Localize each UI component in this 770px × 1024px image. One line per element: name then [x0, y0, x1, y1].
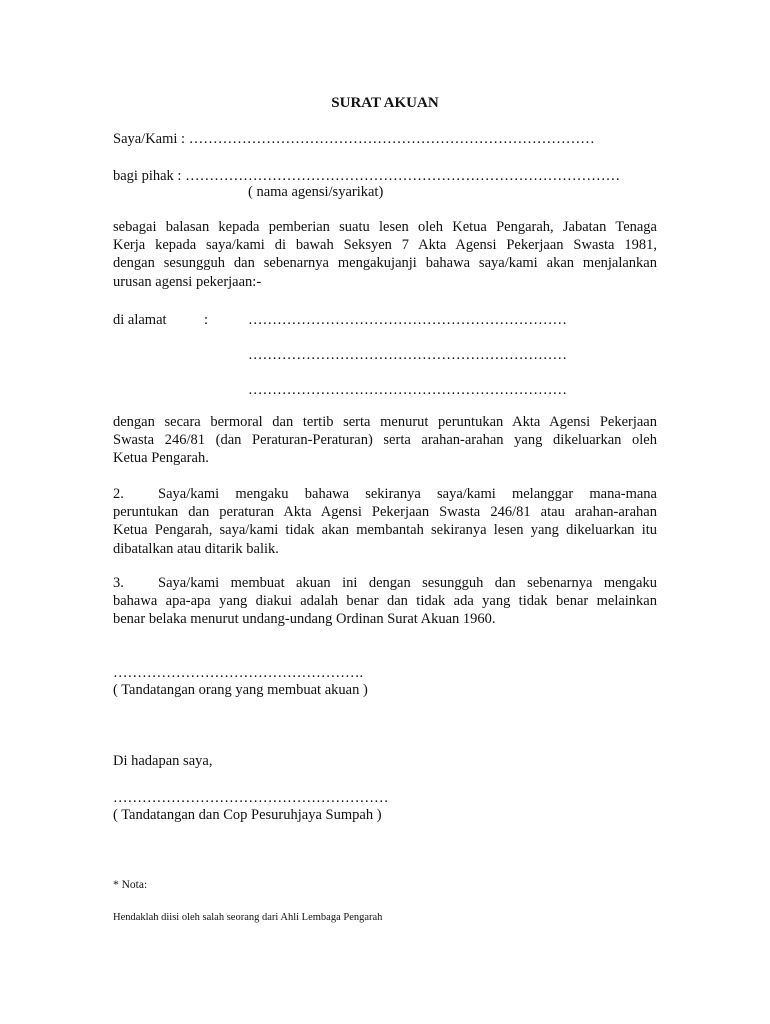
- paragraph-3: [113, 574, 657, 629]
- paragraph-1-line: Swasta 246/81 (dan Peraturan-Peraturan) serta arahan-arahan yang dikeluarkan oleh: [113, 432, 657, 449]
- paragraph-2-number: 2.: [113, 486, 124, 502]
- paragraph-3-first-line: [113, 574, 657, 592]
- paragraph-2-line: peruntukan dan peraturan Akta Agensi Pekerjaan Swasta 246/81 atau arahan-arahan: [113, 504, 657, 521]
- paragraph-3-number: 3.: [113, 575, 124, 591]
- intro-line: Kerja kepada saya/kami di bawah Seksyen 7 Akta Agensi Pekerjaan Swasta 1981,: [113, 237, 657, 254]
- bagi-pihak-line: bagi pihak : ………………………………………………………………………………: [113, 168, 621, 184]
- paragraph-3-line: benar belaka menurut undang-undang Ordinan Surat Akuan 1960.: [113, 611, 496, 628]
- paragraph-1: [113, 413, 657, 468]
- nota-text: Hendaklah diisi oleh salah seorang dari Ahli Lembaga Pengarah: [113, 912, 383, 923]
- signature-label: ( Tandatangan orang yang membuat akuan ): [113, 682, 368, 698]
- paragraph-3-line: Saya/kami membuat akuan ini dengan sesungguh dan sebenarnya mengaku: [158, 575, 657, 591]
- saya-kami-line: Saya/Kami : …………………………………………………………………………: [113, 131, 595, 147]
- alamat-line-2: …………………………………………………………: [248, 347, 567, 363]
- paragraph-1-line: dengan secara bermoral dan tertib serta menurut peruntukan Akta Agensi Pekerjaan: [113, 414, 657, 430]
- alamat-colon: :: [204, 312, 209, 328]
- alamat-label: di alamat: [113, 312, 167, 328]
- paragraph-1-line: Ketua Pengarah.: [113, 450, 209, 467]
- signature-dots: …………………………………………….: [113, 665, 364, 681]
- intro-line: urusan agensi pekerjaan:-: [113, 273, 262, 290]
- paragraph-2-line: Saya/kami mengaku bahawa sekiranya saya/kami melanggar mana-mana: [158, 486, 657, 502]
- intro-paragraph: [113, 218, 657, 291]
- commissioner-signature-label: ( Tandatangan dan Cop Pesuruhjaya Sumpah ): [113, 807, 382, 823]
- intro-line: dengan sesungguh dan sebenarnya mengakujanji bahawa saya/kami akan menjalankan: [113, 255, 657, 272]
- alamat-line-3: …………………………………………………………: [248, 382, 567, 398]
- paragraph-3-line: bahawa apa-apa yang diakui adalah benar dan tidak ada yang tidak benar melainkan: [113, 593, 657, 610]
- paragraph-2-line: Ketua Pengarah, saya/kami tidak akan membantah sekiranya lesen yang dikeluarkan itu: [113, 522, 657, 539]
- nota-heading: * Nota:: [113, 879, 148, 891]
- commissioner-signature-dots: …………………………………………………: [113, 790, 389, 806]
- agensi-hint: ( nama agensi/syarikat): [248, 184, 384, 200]
- paragraph-2-line: dibatalkan atau ditarik balik.: [113, 540, 279, 557]
- paragraph-2: [113, 485, 657, 558]
- alamat-line-1: …………………………………………………………: [248, 312, 567, 328]
- di-hadapan-text: Di hadapan saya,: [113, 753, 213, 769]
- document-title: SURAT AKUAN: [331, 95, 439, 111]
- intro-line: sebagai balasan kepada pemberian suatu lesen oleh Ketua Pengarah, Jabatan Tenaga: [113, 219, 657, 235]
- paragraph-2-first-line: [113, 485, 657, 503]
